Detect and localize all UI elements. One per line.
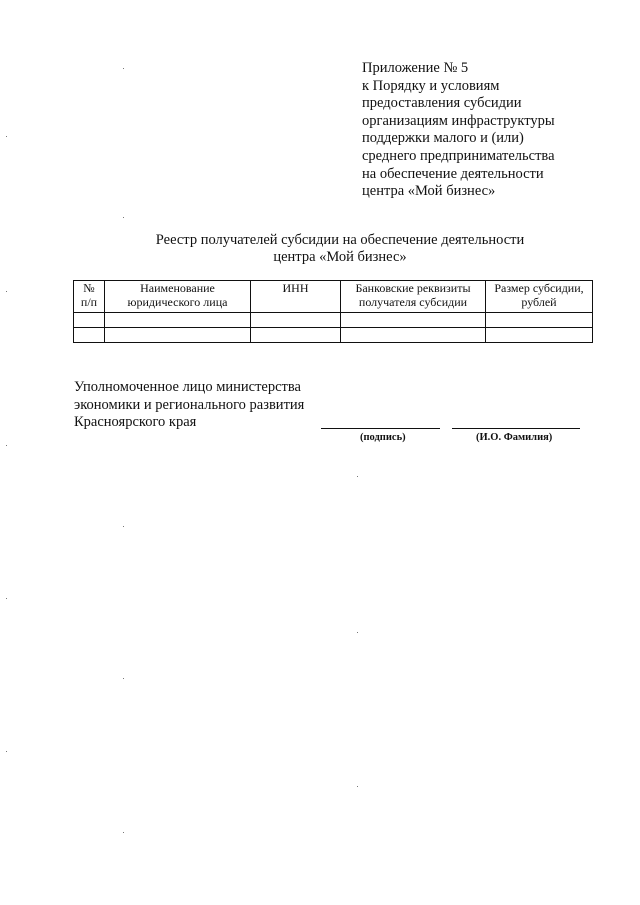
- appendix-header: [362, 60, 602, 201]
- table-header-row: [74, 281, 593, 313]
- scan-speck: [6, 751, 7, 752]
- signer-line: Красноярского края: [74, 414, 197, 430]
- appendix-line: организациям инфраструктуры: [362, 112, 555, 129]
- appendix-line: Приложение № 5: [362, 60, 469, 76]
- table-cell: [74, 313, 105, 328]
- table-cell: [341, 313, 486, 328]
- header-text: п/п: [80, 294, 98, 309]
- scan-speck: [6, 136, 7, 137]
- appendix-line: среднего предпринимательства: [362, 147, 555, 164]
- signer-line: Уполномоченное лицо министерства: [74, 379, 301, 395]
- scan-speck: [6, 598, 7, 599]
- document-title: [60, 232, 620, 266]
- signer-line: экономики и регионального развития: [74, 396, 305, 413]
- table-cell: [486, 328, 593, 343]
- table-cell: [341, 328, 486, 343]
- scan-speck: [6, 291, 7, 292]
- scan-speck: [123, 68, 124, 69]
- column-header-name: [105, 281, 251, 313]
- table-cell: [251, 313, 341, 328]
- header-text: №: [83, 281, 95, 295]
- header-text: юридического лица: [127, 294, 228, 309]
- signature-caption: (подпись): [360, 432, 406, 443]
- signer-block: [74, 379, 304, 432]
- title-line-2: центра «Мой бизнес»: [273, 249, 407, 265]
- table-row: [74, 313, 593, 328]
- signature-line: [321, 428, 440, 429]
- scan-speck: [357, 786, 358, 787]
- header-text: ИНН: [282, 281, 309, 295]
- table-cell: [105, 313, 251, 328]
- name-caption: (И.О. Фамилия): [476, 432, 553, 443]
- appendix-line: к Порядку и условиям: [362, 77, 500, 94]
- registry-table: [73, 280, 593, 343]
- table-cell: [74, 328, 105, 343]
- header-text: Наименование: [140, 281, 215, 295]
- table-row: [74, 328, 593, 343]
- name-line: [452, 428, 580, 429]
- scan-speck: [123, 832, 124, 833]
- header-text: Банковские реквизиты: [355, 281, 471, 295]
- column-header-number: [74, 281, 105, 313]
- scan-speck: [123, 217, 124, 218]
- scan-speck: [6, 445, 7, 446]
- table-cell: [486, 313, 593, 328]
- scan-speck: [357, 632, 358, 633]
- scan-speck: [357, 476, 358, 477]
- header-text: Размер субсидии,: [494, 281, 584, 295]
- appendix-line: центра «Мой бизнес»: [362, 183, 496, 200]
- table-cell: [251, 328, 341, 343]
- column-header-inn: [251, 281, 341, 313]
- scan-speck: [123, 526, 124, 527]
- header-text: рублей: [521, 294, 557, 309]
- table-cell: [105, 328, 251, 343]
- title-line-1: Реестр получателей субсидии на обеспечение деятельности: [155, 232, 525, 248]
- column-header-bank-details: [341, 281, 486, 313]
- appendix-line: предоставления субсидии: [362, 95, 522, 112]
- appendix-line: на обеспечение деятельности: [362, 165, 544, 182]
- scan-speck: [123, 678, 124, 679]
- header-text: получателя субсидии: [358, 294, 468, 309]
- appendix-line: поддержки малого и (или): [362, 130, 524, 147]
- column-header-subsidy-amount: [486, 281, 593, 313]
